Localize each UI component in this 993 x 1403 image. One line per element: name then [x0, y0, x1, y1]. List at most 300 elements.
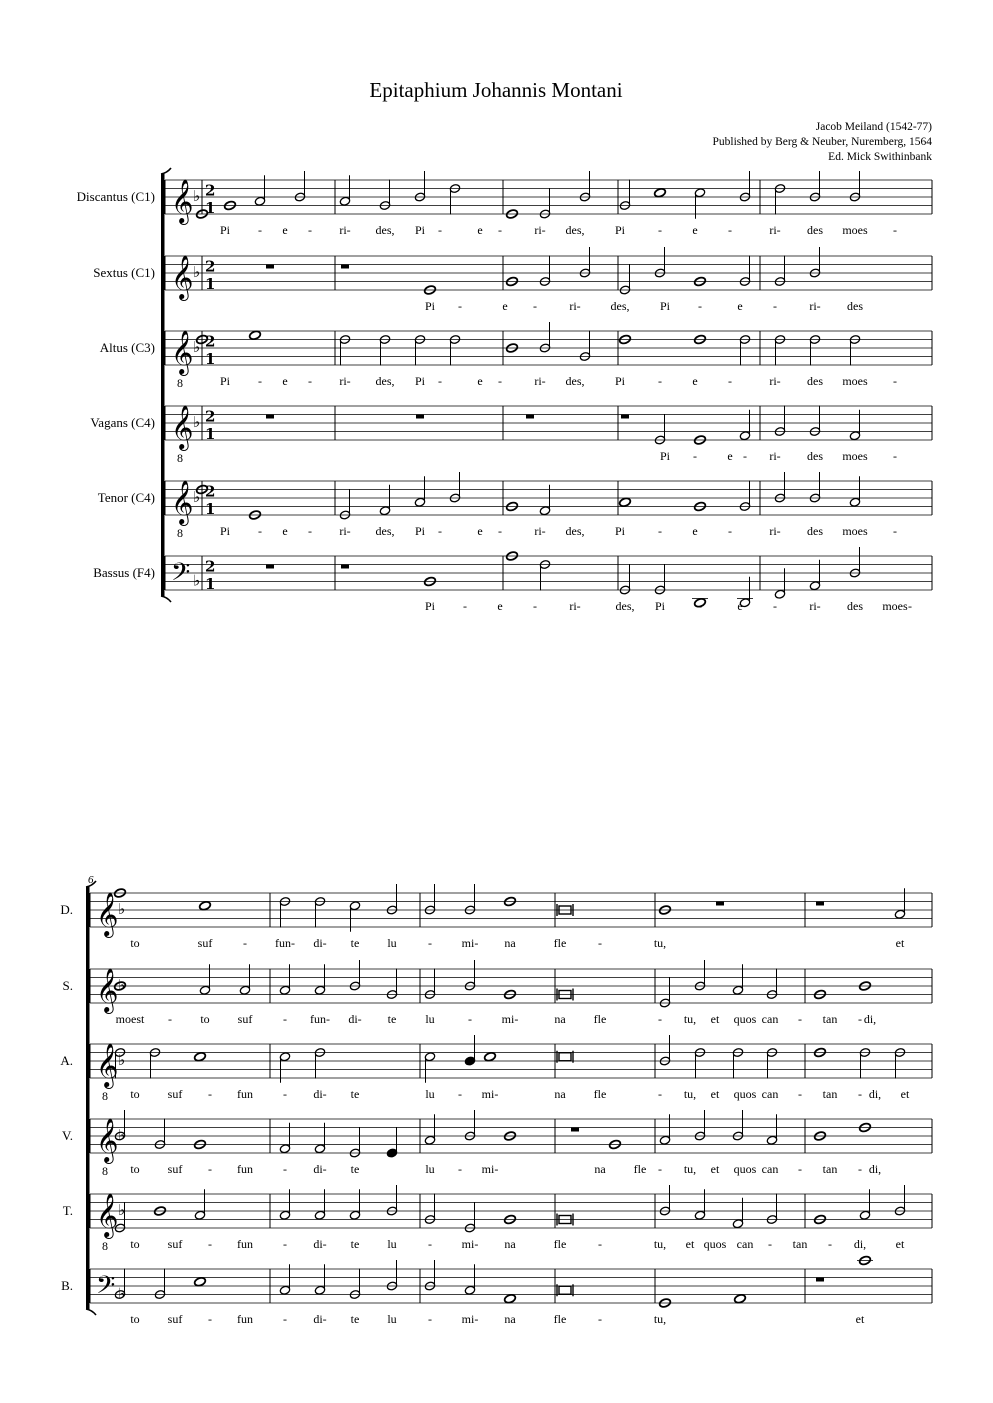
lyric-syllable: et	[710, 1162, 720, 1176]
lyric-syllable: tu,	[683, 1012, 697, 1026]
lyric-syllable: can	[761, 1162, 779, 1176]
lyric-syllable: di-	[313, 1237, 327, 1251]
rest-icon	[621, 415, 629, 419]
lyric-syllable: -	[598, 936, 602, 950]
lyric-syllable: -	[498, 223, 502, 237]
treble-clef-icon: 𝄞	[96, 968, 119, 1012]
lyric-syllable: to	[130, 1087, 140, 1101]
lyric-syllable: lu	[425, 1087, 435, 1101]
lyric-syllable: mi-	[461, 936, 479, 950]
score-systems	[60, 168, 932, 1326]
lyric-syllable: des,	[565, 524, 585, 538]
lyric-syllable: e	[502, 299, 508, 313]
lyric-syllable: tu,	[653, 1237, 667, 1251]
staff-5	[98, 472, 932, 540]
time-signature-upper: 2	[205, 332, 216, 351]
lyric-syllable: can	[736, 1237, 754, 1251]
lyric-syllable: fun	[237, 1087, 253, 1101]
lyric-syllable: et	[895, 1237, 905, 1251]
lyric-syllable: fle	[593, 1087, 607, 1101]
part-name: Bassus (F4)	[93, 565, 155, 580]
lyric-syllable: lu	[387, 936, 397, 950]
lyric-syllable: des,	[615, 599, 635, 613]
lyric-syllable: tu,	[653, 936, 667, 950]
part-name: A.	[60, 1053, 73, 1068]
lyric-syllable: -	[658, 1162, 662, 1176]
whole-note	[504, 1293, 517, 1304]
lyric-syllable: Pi	[614, 223, 626, 237]
lyric-syllable: e	[737, 299, 743, 313]
lyric-syllable: e	[497, 599, 503, 613]
lyric-syllable: te	[387, 1012, 397, 1026]
staff-2	[93, 247, 932, 313]
flat-icon: ♭	[118, 1284, 126, 1303]
treble-clef-icon: 𝄞	[96, 1118, 119, 1162]
publisher-credit: Published by Berg & Neuber, Nuremberg, 1564	[712, 136, 932, 148]
flat-icon: ♭	[193, 488, 201, 506]
flat-icon: ♭	[193, 263, 201, 281]
lyric-syllable: des,	[375, 223, 395, 237]
lyric-syllable: Pi	[614, 374, 626, 388]
lyric-syllable: Pi	[659, 449, 671, 463]
staff-6	[93, 547, 932, 613]
lyric-syllable: -	[908, 599, 912, 613]
lyric-syllable: moest	[115, 1012, 145, 1026]
lyric-syllable: na	[554, 1012, 566, 1026]
lyric-syllable: -	[693, 449, 697, 463]
staff-2	[63, 960, 932, 1026]
lyric-syllable: ri-	[569, 299, 581, 313]
lyric-syllable: to	[130, 936, 140, 950]
lyric-syllable: can	[761, 1012, 779, 1026]
lyric-syllable: -	[798, 1012, 802, 1026]
lyric-syllable: -	[658, 223, 662, 237]
lyric-syllable: te	[350, 1237, 360, 1251]
time-signature-lower: 1	[205, 275, 216, 294]
time-signature-upper: 2	[205, 257, 216, 276]
system-bracket	[86, 887, 90, 1309]
lyric-syllable: ri-	[339, 374, 351, 388]
breve-note	[559, 1286, 571, 1294]
lyric-syllable: moes	[882, 599, 908, 613]
lyric-syllable: -	[428, 1312, 432, 1326]
lyric-syllable: -	[243, 936, 247, 950]
bracket-bottom-hook	[161, 596, 171, 602]
lyric-syllable: suf	[237, 1012, 253, 1026]
whole-note	[484, 1051, 497, 1062]
lyric-syllable: et	[710, 1087, 720, 1101]
lyric-syllable: Pi	[414, 374, 426, 388]
editor-credit: Ed. Mick Swithinbank	[828, 151, 932, 163]
lyric-syllable: -	[893, 524, 897, 538]
system-bracket	[161, 174, 165, 596]
lyric-syllable: lu	[387, 1237, 397, 1251]
lyric-syllable: e	[692, 374, 698, 388]
staff-1	[77, 171, 932, 237]
lyric-syllable: lu	[425, 1012, 435, 1026]
rest-icon	[341, 265, 349, 269]
system-1	[77, 168, 932, 613]
lyric-syllable: na	[504, 1237, 516, 1251]
lyric-syllable: di-	[313, 1087, 327, 1101]
lyric-syllable: fle	[553, 1312, 567, 1326]
lyric-syllable: -	[893, 449, 897, 463]
bass-clef-icon: 𝄢	[96, 1270, 116, 1306]
lyric-syllable: moes	[842, 223, 868, 237]
lyric-syllable: suf	[197, 936, 213, 950]
treble-clef-icon: 𝄞	[96, 1043, 119, 1087]
flat-icon: ♭	[118, 1126, 126, 1144]
lyric-syllable: lu	[387, 1312, 397, 1326]
rest-icon	[716, 902, 724, 906]
whole-note	[199, 900, 212, 911]
staff-6	[61, 1255, 932, 1326]
lyric-syllable: -	[463, 599, 467, 613]
lyric-syllable: et	[895, 936, 905, 950]
time-signature-upper: 2	[205, 482, 216, 501]
lyric-syllable: to	[130, 1237, 140, 1251]
time-signature-lower: 1	[205, 199, 216, 218]
lyric-syllable: mi-	[461, 1312, 479, 1326]
lyric-syllable: te	[350, 936, 360, 950]
lyric-syllable: -	[798, 1162, 802, 1176]
staff-4	[62, 1110, 932, 1178]
lyric-syllable: na	[504, 1312, 516, 1326]
lyric-syllable: -	[208, 1237, 212, 1251]
lyric-syllable: -	[283, 1162, 287, 1176]
lyric-syllable: des,	[375, 524, 395, 538]
staff-3	[100, 322, 932, 390]
part-name: D.	[60, 902, 73, 917]
lyric-syllable: fun-	[310, 1012, 330, 1026]
system-2	[60, 874, 932, 1326]
lyric-syllable: -	[428, 936, 432, 950]
lyric-syllable: ri-	[769, 374, 781, 388]
lyric-syllable: -	[438, 223, 442, 237]
lyric-syllable: tan	[822, 1162, 838, 1176]
lyric-syllable: -	[498, 374, 502, 388]
lyric-syllable: ri-	[569, 599, 581, 613]
lyric-syllable: di-	[313, 1312, 327, 1326]
part-name: B.	[61, 1278, 73, 1293]
lyric-syllable: fun-	[275, 936, 295, 950]
composer-credit: Jacob Meiland (1542-77)	[815, 121, 932, 133]
whole-note	[734, 1293, 747, 1304]
lyric-syllable: Pi	[659, 299, 671, 313]
lyric-syllable: e	[477, 223, 483, 237]
part-name: T.	[62, 1203, 73, 1218]
lyric-syllable: to	[130, 1162, 140, 1176]
lyric-syllable: fun	[237, 1312, 253, 1326]
lyric-syllable: e	[477, 374, 483, 388]
lyric-syllable: -	[308, 374, 312, 388]
bracket-top-hook	[161, 168, 171, 174]
lyric-syllable: -	[893, 223, 897, 237]
flat-icon: ♭	[118, 1051, 126, 1069]
lyric-syllable: -	[858, 1162, 862, 1176]
lyric-syllable: -	[458, 299, 462, 313]
lyric-syllable: lu	[425, 1162, 435, 1176]
whole-note	[654, 187, 667, 198]
lyric-syllable: ri-	[339, 223, 351, 237]
lyric-syllable: -	[828, 1237, 832, 1251]
whole-note	[249, 330, 262, 341]
time-signature-lower: 1	[205, 425, 216, 444]
lyric-syllable: -	[283, 1012, 287, 1026]
lyric-syllable: e	[282, 524, 288, 538]
lyric-syllable: des	[847, 299, 863, 313]
lyric-syllable: e	[737, 599, 743, 613]
rest-icon	[816, 902, 824, 906]
bass-clef-icon: 𝄢	[171, 557, 191, 593]
lyric-syllable: -	[533, 299, 537, 313]
lyric-syllable: tan	[792, 1237, 808, 1251]
time-signature-upper: 2	[205, 557, 216, 576]
flat-icon: ♭	[118, 976, 126, 994]
treble-clef-icon: 𝄞	[171, 405, 194, 449]
time-signature-upper: 2	[205, 181, 216, 200]
lyric-syllable: -	[468, 1012, 472, 1026]
score-title: Epitaphium Johannis Montani	[369, 78, 623, 102]
lyric-syllable: e	[692, 223, 698, 237]
lyric-syllable: ri-	[769, 524, 781, 538]
lyric-syllable: suf	[167, 1237, 183, 1251]
lyric-syllable: di,	[868, 1162, 882, 1176]
lyric-syllable: e	[282, 223, 288, 237]
lyric-syllable: mi-	[501, 1012, 519, 1026]
lyric-syllable: -	[438, 524, 442, 538]
lyric-syllable: -	[698, 599, 702, 613]
lyric-syllable: tu,	[683, 1087, 697, 1101]
lyric-syllable: ri-	[339, 524, 351, 538]
rest-icon	[416, 415, 424, 419]
lyric-syllable: -	[168, 1012, 172, 1026]
part-name: S.	[62, 978, 73, 993]
lyric-syllable: -	[768, 1237, 772, 1251]
lyric-syllable: e	[692, 524, 698, 538]
lyric-syllable: fun	[237, 1237, 253, 1251]
lyric-syllable: ri-	[809, 599, 821, 613]
lyric-syllable: e	[477, 524, 483, 538]
lyric-syllable: -	[208, 1312, 212, 1326]
lyric-syllable: des	[807, 374, 823, 388]
staff-4	[90, 405, 932, 465]
lyric-syllable: ri-	[769, 223, 781, 237]
lyric-syllable: -	[283, 1312, 287, 1326]
part-name: V.	[62, 1128, 73, 1143]
lyric-syllable: ri-	[534, 374, 546, 388]
staff-5	[63, 1185, 932, 1253]
flat-icon: ♭	[118, 900, 126, 918]
lyric-syllable: ri-	[534, 524, 546, 538]
lyric-syllable: te	[350, 1087, 360, 1101]
octave-eight-icon: 8	[177, 526, 183, 541]
flat-icon: ♭	[118, 1201, 126, 1219]
lyric-syllable: fle	[633, 1162, 647, 1176]
lyric-syllable: fle	[593, 1012, 607, 1026]
lyric-syllable: -	[728, 524, 732, 538]
lyric-syllable: -	[858, 1012, 862, 1026]
lyric-syllable: des,	[610, 299, 630, 313]
lyric-syllable: -	[308, 223, 312, 237]
lyric-syllable: di,	[863, 1012, 877, 1026]
lyric-syllable: -	[283, 1237, 287, 1251]
treble-clef-icon: 𝄞	[171, 330, 194, 374]
lyric-syllable: quos	[703, 1237, 727, 1251]
whole-note	[194, 1276, 207, 1287]
time-signature-lower: 1	[205, 350, 216, 369]
part-name: Vagans (C4)	[90, 415, 155, 430]
time-signature-lower: 1	[205, 500, 216, 519]
octave-eight-icon: 8	[177, 451, 183, 466]
lyric-syllable: quos	[733, 1012, 757, 1026]
lyric-syllable: Pi	[219, 223, 231, 237]
lyric-syllable: -	[598, 1237, 602, 1251]
rest-icon	[266, 565, 274, 569]
lyric-syllable: Pi	[424, 599, 436, 613]
lyric-syllable: -	[858, 1087, 862, 1101]
lyric-syllable: to	[130, 1312, 140, 1326]
lyric-syllable: -	[798, 1087, 802, 1101]
lyric-syllable: fle	[553, 1237, 567, 1251]
lyric-syllable: -	[533, 599, 537, 613]
lyric-syllable: tu,	[683, 1162, 697, 1176]
lyric-syllable: -	[308, 524, 312, 538]
part-name: Sextus (C1)	[93, 265, 155, 280]
lyric-syllable: des	[847, 599, 863, 613]
lyric-syllable: des	[807, 223, 823, 237]
rest-icon	[526, 415, 534, 419]
lyric-syllable: ri-	[809, 299, 821, 313]
flat-icon: ♭	[193, 338, 201, 356]
lyric-syllable: moes	[842, 374, 868, 388]
lyric-syllable: -	[283, 1087, 287, 1101]
staff-1	[60, 884, 932, 950]
lyric-syllable: can	[761, 1087, 779, 1101]
treble-clef-icon: 𝄞	[171, 179, 194, 223]
lyric-syllable: di-	[348, 1012, 362, 1026]
lyric-syllable: -	[658, 374, 662, 388]
treble-clef-icon: 𝄞	[96, 1193, 119, 1237]
octave-eight-icon: 8	[177, 376, 183, 391]
breve-note	[559, 1053, 571, 1061]
lyric-syllable: moes	[842, 524, 868, 538]
lyric-syllable: -	[458, 1087, 462, 1101]
lyric-syllable: -	[258, 524, 262, 538]
lyric-syllable: -	[438, 374, 442, 388]
lyric-syllable: -	[658, 524, 662, 538]
part-name: Altus (C3)	[99, 340, 155, 355]
lyric-syllable: Pi	[219, 524, 231, 538]
lyric-syllable: Pi	[414, 524, 426, 538]
lyric-syllable: -	[728, 223, 732, 237]
measure-number: 6	[88, 874, 94, 886]
lyric-syllable: -	[498, 524, 502, 538]
lyric-syllable: tu,	[653, 1312, 667, 1326]
treble-clef-icon: 𝄞	[171, 255, 194, 299]
lyric-syllable: des,	[375, 374, 395, 388]
rest-icon	[266, 415, 274, 419]
lyric-syllable: te	[350, 1162, 360, 1176]
whole-note	[619, 497, 632, 508]
treble-clef-icon: 𝄞	[171, 480, 194, 524]
part-name: Tenor (C4)	[97, 490, 155, 505]
lyric-syllable: -	[208, 1162, 212, 1176]
octave-eight-icon: 8	[102, 1239, 108, 1254]
flat-icon: ♭	[193, 413, 201, 431]
lyric-syllable: suf	[167, 1312, 183, 1326]
rest-icon	[266, 265, 274, 269]
lyric-syllable: -	[458, 1162, 462, 1176]
lyric-syllable: mi-	[481, 1162, 499, 1176]
lyric-syllable: -	[728, 374, 732, 388]
lyric-syllable: des	[807, 449, 823, 463]
flat-icon: ♭	[193, 571, 201, 590]
lyric-syllable: -	[773, 599, 777, 613]
lyric-syllable: -	[208, 1087, 212, 1101]
staff-3	[60, 1035, 932, 1103]
lyric-syllable: moes	[842, 449, 868, 463]
lyric-syllable: na	[594, 1162, 606, 1176]
lyric-syllable: Pi	[614, 524, 626, 538]
lyric-syllable: mi-	[461, 1237, 479, 1251]
lyric-syllable: -	[658, 1012, 662, 1026]
lyric-syllable: -	[893, 374, 897, 388]
octave-eight-icon: 8	[102, 1089, 108, 1104]
lyric-syllable: des,	[565, 223, 585, 237]
lyric-syllable: suf	[167, 1087, 183, 1101]
lyric-syllable: di,	[868, 1087, 882, 1101]
lyric-syllable: suf	[167, 1162, 183, 1176]
lyric-syllable: e	[282, 374, 288, 388]
rest-icon	[571, 1128, 579, 1132]
lyric-syllable: Pi	[219, 374, 231, 388]
lyric-syllable: fun	[237, 1162, 253, 1176]
lyric-syllable: -	[428, 1237, 432, 1251]
rest-icon	[816, 1278, 824, 1282]
lyric-syllable: des,	[565, 374, 585, 388]
lyric-syllable: -	[598, 1312, 602, 1326]
lyric-syllable: Pi	[654, 599, 666, 613]
lyric-syllable: -	[743, 449, 747, 463]
treble-clef-icon: 𝄞	[96, 892, 119, 936]
rest-icon	[341, 565, 349, 569]
lyric-syllable: Pi	[424, 299, 436, 313]
lyric-syllable: -	[658, 1087, 662, 1101]
lyric-syllable: ri-	[534, 223, 546, 237]
lyric-syllable: tan	[822, 1012, 838, 1026]
whole-note	[194, 1051, 207, 1062]
lyric-syllable: et	[900, 1087, 910, 1101]
part-name: Discantus (C1)	[76, 189, 155, 204]
lyric-syllable: di-	[313, 1162, 327, 1176]
lyric-syllable: ri-	[769, 449, 781, 463]
lyric-syllable: et	[685, 1237, 695, 1251]
bracket-bottom-hook	[86, 1309, 96, 1315]
lyric-syllable: -	[258, 374, 262, 388]
lyric-syllable: -	[773, 299, 777, 313]
lyric-syllable: te	[350, 1312, 360, 1326]
lyric-syllable: to	[200, 1012, 210, 1026]
lyric-syllable: et	[710, 1012, 720, 1026]
lyric-syllable: na	[504, 936, 516, 950]
lyric-syllable: Pi	[414, 223, 426, 237]
lyric-syllable: des	[807, 524, 823, 538]
flat-icon: ♭	[193, 187, 201, 205]
time-signature-lower: 1	[205, 575, 216, 594]
octave-eight-icon: 8	[102, 1164, 108, 1179]
lyric-syllable: fle	[553, 936, 567, 950]
